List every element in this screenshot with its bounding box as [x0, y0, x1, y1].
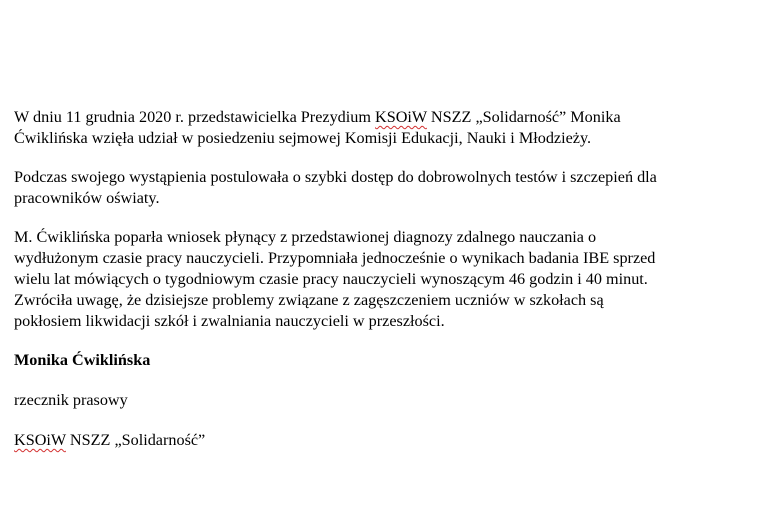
text-run: NSZZ „Solidarność”	[65, 431, 206, 449]
paragraph-line: wielu lat mówiących o tygodniowym czasie pracy nauczycieli wynoszącym 46 godzin i 40 minut.	[14, 270, 648, 288]
spellcheck-flagged-word[interactable]: KSOiW	[14, 431, 66, 449]
spellcheck-flagged-word[interactable]: KSOiW	[375, 108, 427, 126]
paragraph-line: pokłosiem likwidacji szkół i zwalniania nauczycieli w przeszłości.	[14, 312, 445, 330]
paragraph-support	[14, 227, 766, 332]
paragraph-intro	[14, 107, 766, 149]
signature-organization	[14, 430, 766, 451]
paragraph-line: pracowników oświaty.	[14, 189, 160, 207]
paragraph-line: wydłużonym czasie pracy nauczycieli. Przypomniała jednocześnie o wynikach badania IBE sprzed	[14, 249, 656, 267]
paragraph-line: Podczas swojego wystąpienia postulowała o szybki dostęp do dobrowolnych testów i szczepień dla	[14, 168, 657, 186]
paragraph-line	[14, 128, 766, 149]
text-run: Ćwiklińska wzięła udział w posiedzeniu sejmowej Komisji Edukacji, Nauki i Młodzieży.	[14, 129, 592, 147]
signature-name: Monika Ćwiklińska	[14, 351, 151, 369]
document-body	[14, 107, 766, 469]
text-run: W dniu 11 grudnia 2020 r. przedstawicielka Prezydium	[14, 108, 375, 126]
paragraph-line: M. Ćwiklińska poparła wniosek płynący z przedstawionej diagnozy zdalnego nauczania o	[14, 228, 597, 246]
paragraph-postulate	[14, 167, 766, 209]
paragraph-line: Zwróciła uwagę, że dzisiejsze problemy związane z zagęszczeniem uczniów w szkołach są	[14, 291, 604, 309]
paragraph-line	[14, 107, 766, 128]
text-run: NSZZ „Solidarność” Monika	[426, 108, 621, 126]
signature-role: rzecznik prasowy	[14, 391, 128, 409]
